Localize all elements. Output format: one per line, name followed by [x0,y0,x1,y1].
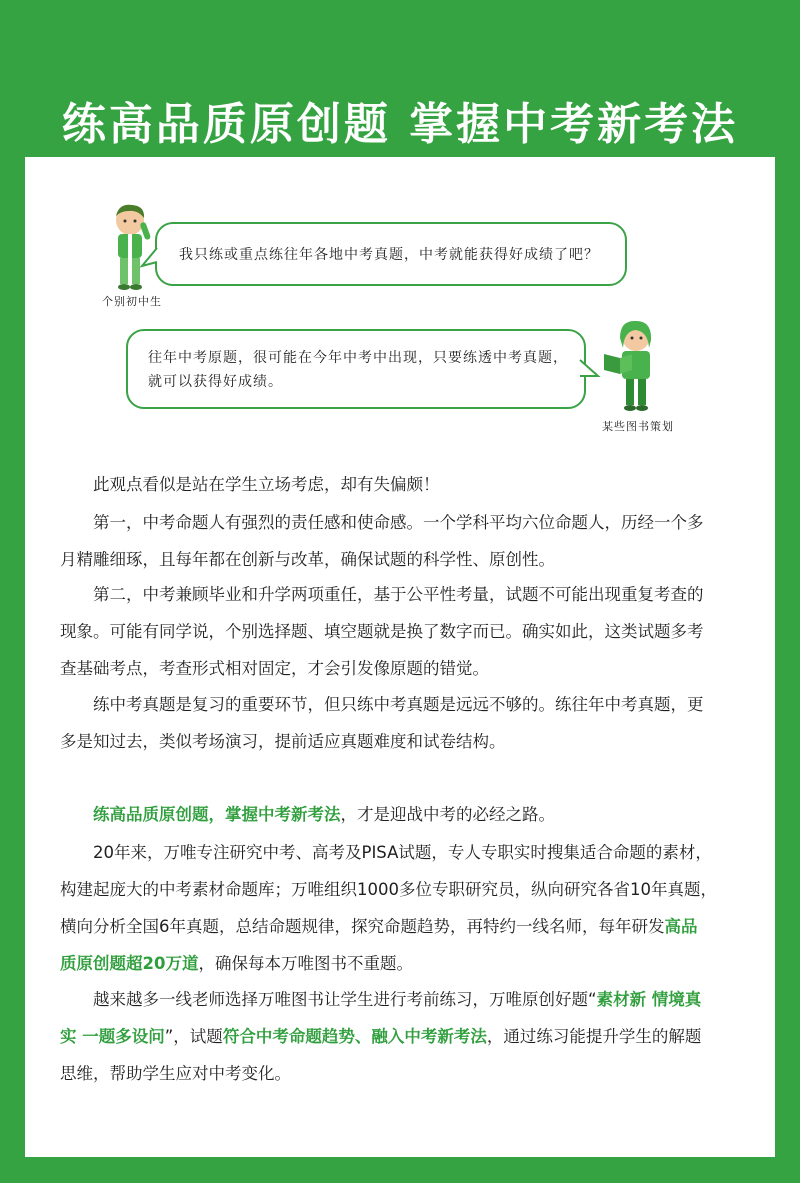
planner-speech-line: 往年中考原题，很可能在今年中考中出现，只要练透中考真题， [148,350,568,366]
paragraph-1 [60,466,750,503]
highlight-text: 符合中考命题趋势、融入中考新考法 [222,1027,487,1046]
student-caption: 个别初中生 [102,295,162,308]
paragraph-text: 构建起庞大的中考素材命题库；万唯组织1000多位专职研究员，纵向研究各省10年真题， [60,880,717,899]
planner-caption: 某些图书策划 [602,420,674,433]
paragraph-text: ，才是迎战中考的必经之路。 [340,805,555,824]
paragraph-7 [60,981,750,1092]
paragraph-text: ，确保每本万唯图书不重题。 [198,954,413,973]
paragraph-text: 20年来，万唯专注研究中考、高考及PISA试题，专人专职实时搜集适合命题的素材， [93,843,712,862]
paragraph-text: 此观点看似是站在学生立场考虑，却有失偏颇！ [93,475,440,494]
paragraph-text: 思维，帮助学生应对中考变化。 [60,1064,291,1083]
paragraph-text: 越来越多一线老师选择万唯图书让学生进行考前练习，万唯原创好题“ [93,990,597,1009]
highlight-text: 高品 [664,917,698,936]
highlight-text: 实 一题多设问 [60,1027,165,1046]
paragraph-text: 练中考真题是复习的重要环节，但只练中考真题是远远不够的。练往年中考真题，更 [93,695,704,714]
paragraph-text: 第二，中考兼顾毕业和升学两项重任，基于公平性考量，试题不可能出现重复考查的 [93,585,704,604]
bubble-tail-right [578,360,600,382]
student-girl-reading-illustration-icon [600,318,664,414]
highlight-text: 素材新 情境真 [596,990,702,1009]
planner-speech-text [148,346,568,394]
paragraph-text: 查基础考点，考查形式相对固定，才会引发像原题的错觉。 [60,659,489,678]
paragraph-text: 现象。可能有同学说，个别选择题、填空题就是换了数字而已。确实如此，这类试题多考 [60,622,704,641]
student-boy-illustration-icon [105,200,155,292]
paragraph-text: ”，试题 [164,1027,223,1046]
paragraph-text: 横向分析全国6年真题，总结命题规律，探究命题趋势，再特约一线名师，每年研发 [60,917,665,936]
paragraph-2 [60,504,750,578]
highlight-text: 质原创题超20万道 [60,954,199,973]
paragraph-text: ，通过练习能提升学生的解题 [486,1027,702,1046]
paragraph-text: 多是知过去，类似考场演习，提前适应真题难度和试卷结构。 [60,732,506,751]
paragraph-text: 月精雕细琢，且每年都在创新与改革，确保试题的科学性、原创性。 [60,550,555,569]
paragraph-text: 第一，中考命题人有强烈的责任感和使命感。一个学科平均六位命题人，历经一个多 [93,513,704,532]
planner-speech-line: 就可以获得好成绩。 [148,374,283,390]
highlight-slogan: 练高品质原创题，掌握中考新考法 [93,805,341,824]
paragraph-5 [60,796,750,833]
page-title: 练高品质原创题 掌握中考新考法 [61,99,739,150]
planner-speech-bubble [126,329,586,409]
paragraph-6 [60,834,750,982]
paragraph-3 [60,576,750,687]
bubble-tail-left [141,248,159,270]
student-speech-text: 我只练或重点练往年各地中考真题，中考就能获得好成绩了吧？ [179,247,599,263]
paragraph-4 [60,686,750,760]
student-speech-bubble [155,222,627,286]
